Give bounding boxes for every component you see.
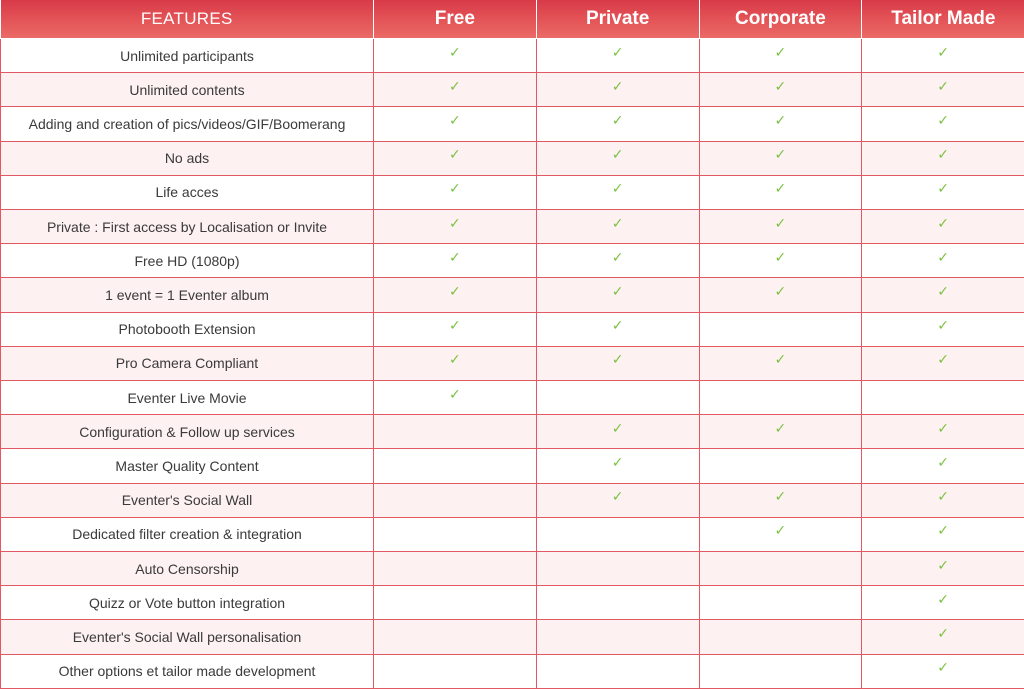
- table-row: [1, 381, 1024, 415]
- checkmark-icon: ✓: [937, 44, 949, 61]
- plan-cell-private: [536, 517, 699, 551]
- plan-cell-free: [374, 586, 537, 620]
- table-row: [1, 278, 1024, 312]
- plan-cell-corporate: [699, 620, 862, 654]
- checkmark-icon: ✓: [611, 44, 624, 61]
- plan-header-private: Private: [536, 0, 699, 39]
- checkmark-icon: ✓: [611, 352, 624, 369]
- plan-cell-corporate: [699, 449, 862, 483]
- checkmark-icon: ✓: [611, 318, 624, 335]
- checkmark-icon: ✓: [937, 215, 949, 232]
- plan-cell-free: [374, 39, 537, 73]
- plan-cell-corporate: [699, 552, 862, 586]
- plan-cell-tailor-made: [862, 73, 1024, 107]
- checkmark-icon: ✓: [774, 44, 787, 61]
- checkmark-icon: ✓: [611, 284, 624, 301]
- table-row: [1, 346, 1024, 380]
- checkmark-icon: ✓: [449, 113, 461, 129]
- plan-cell-free: [374, 517, 537, 551]
- table-row: [1, 483, 1024, 517]
- feature-name-cell: Eventer's Social Wall personalisation: [1, 620, 374, 654]
- table-row: [1, 210, 1024, 244]
- feature-name-cell: Unlimited participants: [1, 39, 374, 73]
- plan-cell-tailor-made: [862, 517, 1024, 551]
- table-row: [1, 620, 1024, 654]
- feature-name-cell: Private : First access by Localisation or Invite: [1, 210, 374, 244]
- plan-cell-private: [536, 415, 699, 449]
- checkmark-icon: ✓: [937, 352, 949, 369]
- plan-header-free: Free: [374, 0, 537, 39]
- plan-cell-tailor-made: [862, 278, 1024, 312]
- checkmark-icon: ✓: [774, 284, 787, 301]
- plan-cell-private: [536, 39, 699, 73]
- table-row: [1, 107, 1024, 141]
- checkmark-icon: ✓: [774, 78, 787, 95]
- feature-name-cell: Adding and creation of pics/videos/GIF/Boomerang: [1, 107, 374, 141]
- plan-cell-tailor-made: [862, 107, 1024, 141]
- checkmark-icon: ✓: [774, 420, 787, 437]
- checkmark-icon: ✓: [937, 420, 949, 437]
- plan-cell-private: [536, 346, 699, 380]
- checkmark-icon: ✓: [611, 489, 624, 506]
- plan-cell-free: [374, 107, 537, 141]
- table-row: [1, 175, 1024, 209]
- feature-name-cell: Dedicated filter creation & integration: [1, 517, 374, 551]
- feature-name-cell: 1 event = 1 Eventer album: [1, 278, 374, 312]
- checkmark-icon: ✓: [611, 147, 624, 164]
- checkmark-icon: ✓: [774, 113, 787, 129]
- plan-cell-private: [536, 73, 699, 107]
- plan-cell-free: [374, 278, 537, 312]
- table-row: [1, 312, 1024, 346]
- feature-name-cell: Master Quality Content: [1, 449, 374, 483]
- checkmark-icon: ✓: [937, 455, 949, 472]
- plan-cell-private: [536, 552, 699, 586]
- plan-cell-free: [374, 244, 537, 278]
- checkmark-icon: ✓: [449, 147, 461, 164]
- plan-cell-free: [374, 141, 537, 175]
- table-row: [1, 73, 1024, 107]
- checkmark-icon: ✓: [937, 591, 949, 608]
- feature-name-cell: Life acces: [1, 175, 374, 209]
- plan-cell-private: [536, 654, 699, 688]
- table-row: [1, 517, 1024, 551]
- checkmark-icon: ✓: [449, 249, 461, 266]
- plan-cell-free: [374, 175, 537, 209]
- plan-cell-corporate: [699, 244, 862, 278]
- checkmark-icon: ✓: [611, 420, 624, 437]
- plan-cell-tailor-made: [862, 210, 1024, 244]
- checkmark-icon: ✓: [937, 284, 949, 301]
- checkmark-icon: ✓: [449, 78, 461, 95]
- plan-cell-free: [374, 449, 537, 483]
- checkmark-icon: ✓: [611, 181, 624, 198]
- checkmark-icon: ✓: [937, 318, 949, 335]
- plan-cell-private: [536, 141, 699, 175]
- checkmark-icon: ✓: [937, 147, 949, 164]
- checkmark-icon: ✓: [774, 489, 787, 506]
- plan-cell-free: [374, 415, 537, 449]
- checkmark-icon: ✓: [774, 147, 787, 164]
- plan-cell-tailor-made: [862, 483, 1024, 517]
- plan-cell-corporate: [699, 517, 862, 551]
- checkmark-icon: ✓: [937, 660, 949, 677]
- plan-cell-corporate: [699, 381, 862, 415]
- checkmark-icon: ✓: [774, 352, 787, 369]
- feature-name-cell: Other options et tailor made development: [1, 654, 374, 688]
- feature-name-cell: Configuration & Follow up services: [1, 415, 374, 449]
- plan-cell-free: [374, 552, 537, 586]
- feature-name-cell: Eventer's Social Wall: [1, 483, 374, 517]
- features-column-header: FEATURES: [1, 0, 374, 39]
- table-body: [1, 39, 1024, 689]
- plan-cell-free: [374, 346, 537, 380]
- plan-cell-tailor-made: [862, 415, 1024, 449]
- checkmark-icon: ✓: [611, 78, 624, 95]
- header-row: [1, 0, 1024, 39]
- plan-header-corporate: Corporate: [699, 0, 862, 39]
- table-row: [1, 654, 1024, 688]
- plan-cell-tailor-made: [862, 39, 1024, 73]
- plan-cell-private: [536, 483, 699, 517]
- checkmark-icon: ✓: [611, 455, 624, 472]
- plan-cell-private: [536, 381, 699, 415]
- plan-cell-corporate: [699, 141, 862, 175]
- checkmark-icon: ✓: [449, 318, 461, 335]
- plan-cell-tailor-made: [862, 381, 1024, 415]
- plan-cell-corporate: [699, 107, 862, 141]
- table-row: [1, 449, 1024, 483]
- plan-header-tailor-made: Tailor Made: [862, 0, 1024, 39]
- checkmark-icon: ✓: [449, 284, 461, 301]
- table-row: [1, 586, 1024, 620]
- checkmark-icon: ✓: [449, 352, 461, 369]
- plan-cell-tailor-made: [862, 175, 1024, 209]
- plan-cell-private: [536, 449, 699, 483]
- checkmark-icon: ✓: [937, 557, 949, 574]
- plan-cell-tailor-made: [862, 586, 1024, 620]
- feature-name-cell: Unlimited contents: [1, 73, 374, 107]
- checkmark-icon: ✓: [937, 626, 949, 643]
- plan-cell-free: [374, 381, 537, 415]
- checkmark-icon: ✓: [449, 386, 461, 403]
- plan-cell-tailor-made: [862, 552, 1024, 586]
- checkmark-icon: ✓: [937, 489, 949, 506]
- table-row: [1, 415, 1024, 449]
- plan-cell-corporate: [699, 346, 862, 380]
- plan-cell-private: [536, 210, 699, 244]
- plan-cell-corporate: [699, 654, 862, 688]
- plan-cell-tailor-made: [862, 654, 1024, 688]
- plan-cell-free: [374, 210, 537, 244]
- checkmark-icon: ✓: [937, 78, 949, 95]
- plan-cell-private: [536, 586, 699, 620]
- plan-cell-tailor-made: [862, 244, 1024, 278]
- plan-cell-corporate: [699, 483, 862, 517]
- checkmark-icon: ✓: [774, 181, 787, 198]
- table-row: [1, 39, 1024, 73]
- feature-name-cell: Auto Censorship: [1, 552, 374, 586]
- plan-cell-free: [374, 654, 537, 688]
- checkmark-icon: ✓: [449, 44, 461, 61]
- table-row: [1, 244, 1024, 278]
- feature-name-cell: Free HD (1080p): [1, 244, 374, 278]
- plan-cell-corporate: [699, 210, 862, 244]
- plan-cell-corporate: [699, 312, 862, 346]
- checkmark-icon: ✓: [611, 249, 624, 266]
- feature-name-cell: Photobooth Extension: [1, 312, 374, 346]
- plan-cell-tailor-made: [862, 312, 1024, 346]
- checkmark-icon: ✓: [937, 181, 949, 198]
- checkmark-icon: ✓: [774, 523, 787, 540]
- checkmark-icon: ✓: [774, 249, 787, 266]
- plan-cell-private: [536, 244, 699, 278]
- plan-cell-corporate: [699, 278, 862, 312]
- checkmark-icon: ✓: [449, 215, 461, 232]
- checkmark-icon: ✓: [937, 249, 949, 266]
- table-header: [1, 0, 1024, 39]
- plan-cell-tailor-made: [862, 449, 1024, 483]
- plan-cell-free: [374, 483, 537, 517]
- plan-cell-tailor-made: [862, 141, 1024, 175]
- plan-cell-free: [374, 620, 537, 654]
- plan-cell-private: [536, 107, 699, 141]
- checkmark-icon: ✓: [611, 113, 624, 129]
- plan-cell-corporate: [699, 586, 862, 620]
- feature-name-cell: Pro Camera Compliant: [1, 346, 374, 380]
- checkmark-icon: ✓: [937, 113, 949, 129]
- plan-cell-private: [536, 312, 699, 346]
- checkmark-icon: ✓: [774, 215, 787, 232]
- checkmark-icon: ✓: [449, 181, 461, 198]
- plan-cell-free: [374, 312, 537, 346]
- plan-cell-corporate: [699, 415, 862, 449]
- plan-cell-free: [374, 73, 537, 107]
- feature-name-cell: Quizz or Vote button integration: [1, 586, 374, 620]
- table-row: [1, 141, 1024, 175]
- plan-cell-private: [536, 620, 699, 654]
- plan-cell-private: [536, 175, 699, 209]
- plan-cell-corporate: [699, 39, 862, 73]
- checkmark-icon: ✓: [937, 523, 949, 540]
- feature-name-cell: No ads: [1, 141, 374, 175]
- plan-cell-corporate: [699, 175, 862, 209]
- table-row: [1, 552, 1024, 586]
- plan-cell-tailor-made: [862, 346, 1024, 380]
- feature-name-cell: Eventer Live Movie: [1, 381, 374, 415]
- plan-cell-corporate: [699, 73, 862, 107]
- plan-cell-private: [536, 278, 699, 312]
- plan-cell-tailor-made: [862, 620, 1024, 654]
- checkmark-icon: ✓: [611, 215, 624, 232]
